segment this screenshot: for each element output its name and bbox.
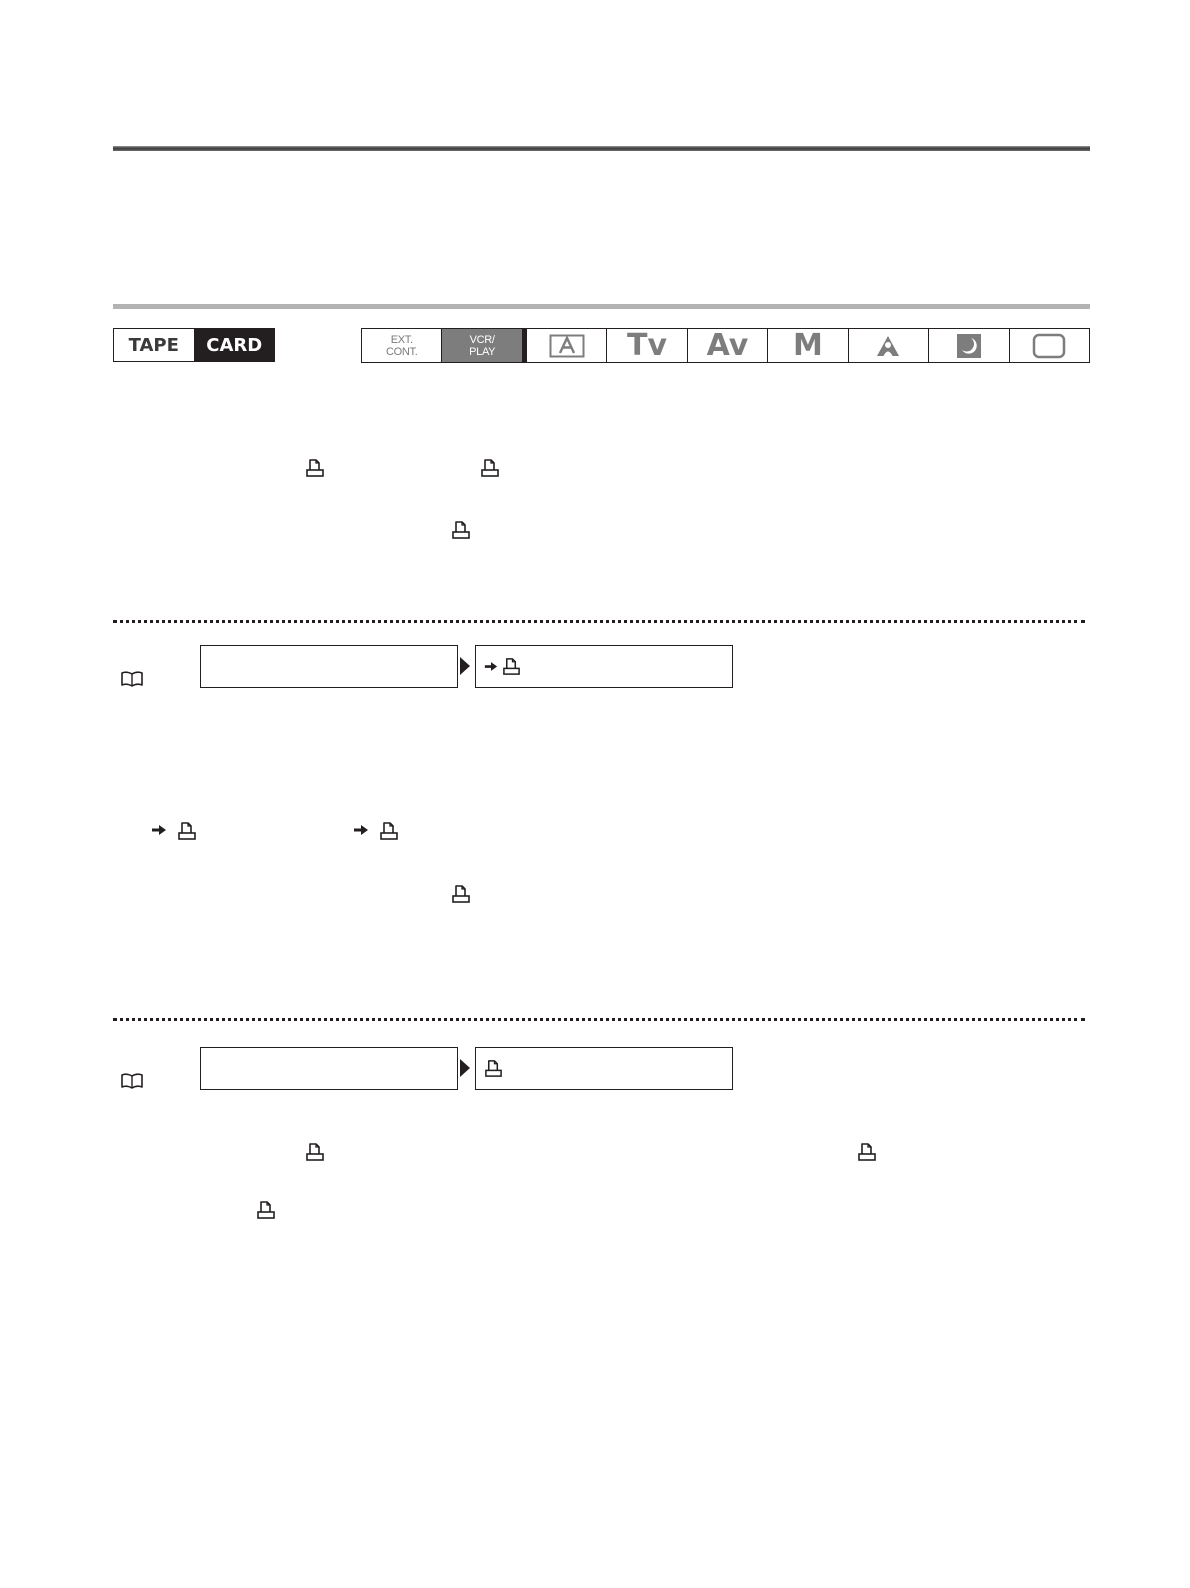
mode-ext-cont-line2: CONT. bbox=[385, 345, 418, 358]
mode-vcr-play-line1: VCR/ bbox=[469, 333, 495, 346]
blank-mode-icon bbox=[1010, 329, 1089, 362]
print-order-icon bbox=[379, 821, 399, 841]
mode-vcr-play-line2: PLAY bbox=[469, 345, 496, 358]
menu-path-box bbox=[200, 645, 458, 688]
print-order-icon bbox=[305, 1142, 325, 1162]
mode-vcr-play bbox=[442, 329, 526, 362]
print-order-icon bbox=[480, 458, 500, 478]
menu-path-box bbox=[200, 1047, 458, 1090]
mode-m: M bbox=[768, 329, 848, 362]
header-rule bbox=[113, 146, 1090, 151]
mode-ext-cont-line1: EXT. bbox=[390, 333, 413, 346]
menu-path-box bbox=[475, 1047, 733, 1090]
arrow-right-icon bbox=[353, 824, 369, 836]
media-tape: TAPE bbox=[114, 329, 195, 361]
book-icon bbox=[120, 1072, 144, 1090]
arrow-right-icon bbox=[151, 824, 167, 836]
print-order-icon bbox=[857, 1142, 877, 1162]
print-order-icon bbox=[502, 657, 521, 676]
menu-path-box bbox=[475, 645, 733, 688]
mode-ext-cont bbox=[362, 329, 442, 362]
print-order-icon bbox=[305, 458, 325, 478]
print-order-icon bbox=[451, 520, 471, 540]
print-order-icon bbox=[256, 1200, 276, 1220]
night-mode-icon bbox=[929, 329, 1009, 362]
print-order-icon bbox=[177, 821, 197, 841]
print-order-icon bbox=[451, 884, 471, 904]
media-card: CARD bbox=[195, 329, 275, 361]
menu-path-arrow bbox=[460, 1059, 470, 1077]
mode-dial-strip bbox=[361, 328, 1090, 363]
arrow-right-icon bbox=[484, 661, 498, 672]
book-icon bbox=[120, 670, 144, 688]
menu-path-arrow bbox=[460, 657, 470, 675]
print-order-icon bbox=[484, 1059, 503, 1078]
portrait-mode-icon bbox=[849, 329, 929, 362]
dotted-separator bbox=[113, 620, 1085, 623]
media-selector bbox=[113, 328, 275, 362]
dotted-separator bbox=[113, 1018, 1085, 1021]
mode-tv: Tv bbox=[607, 329, 687, 362]
auto-mode-icon bbox=[527, 329, 607, 362]
mode-av: Av bbox=[688, 329, 768, 362]
section-rule bbox=[113, 304, 1090, 309]
